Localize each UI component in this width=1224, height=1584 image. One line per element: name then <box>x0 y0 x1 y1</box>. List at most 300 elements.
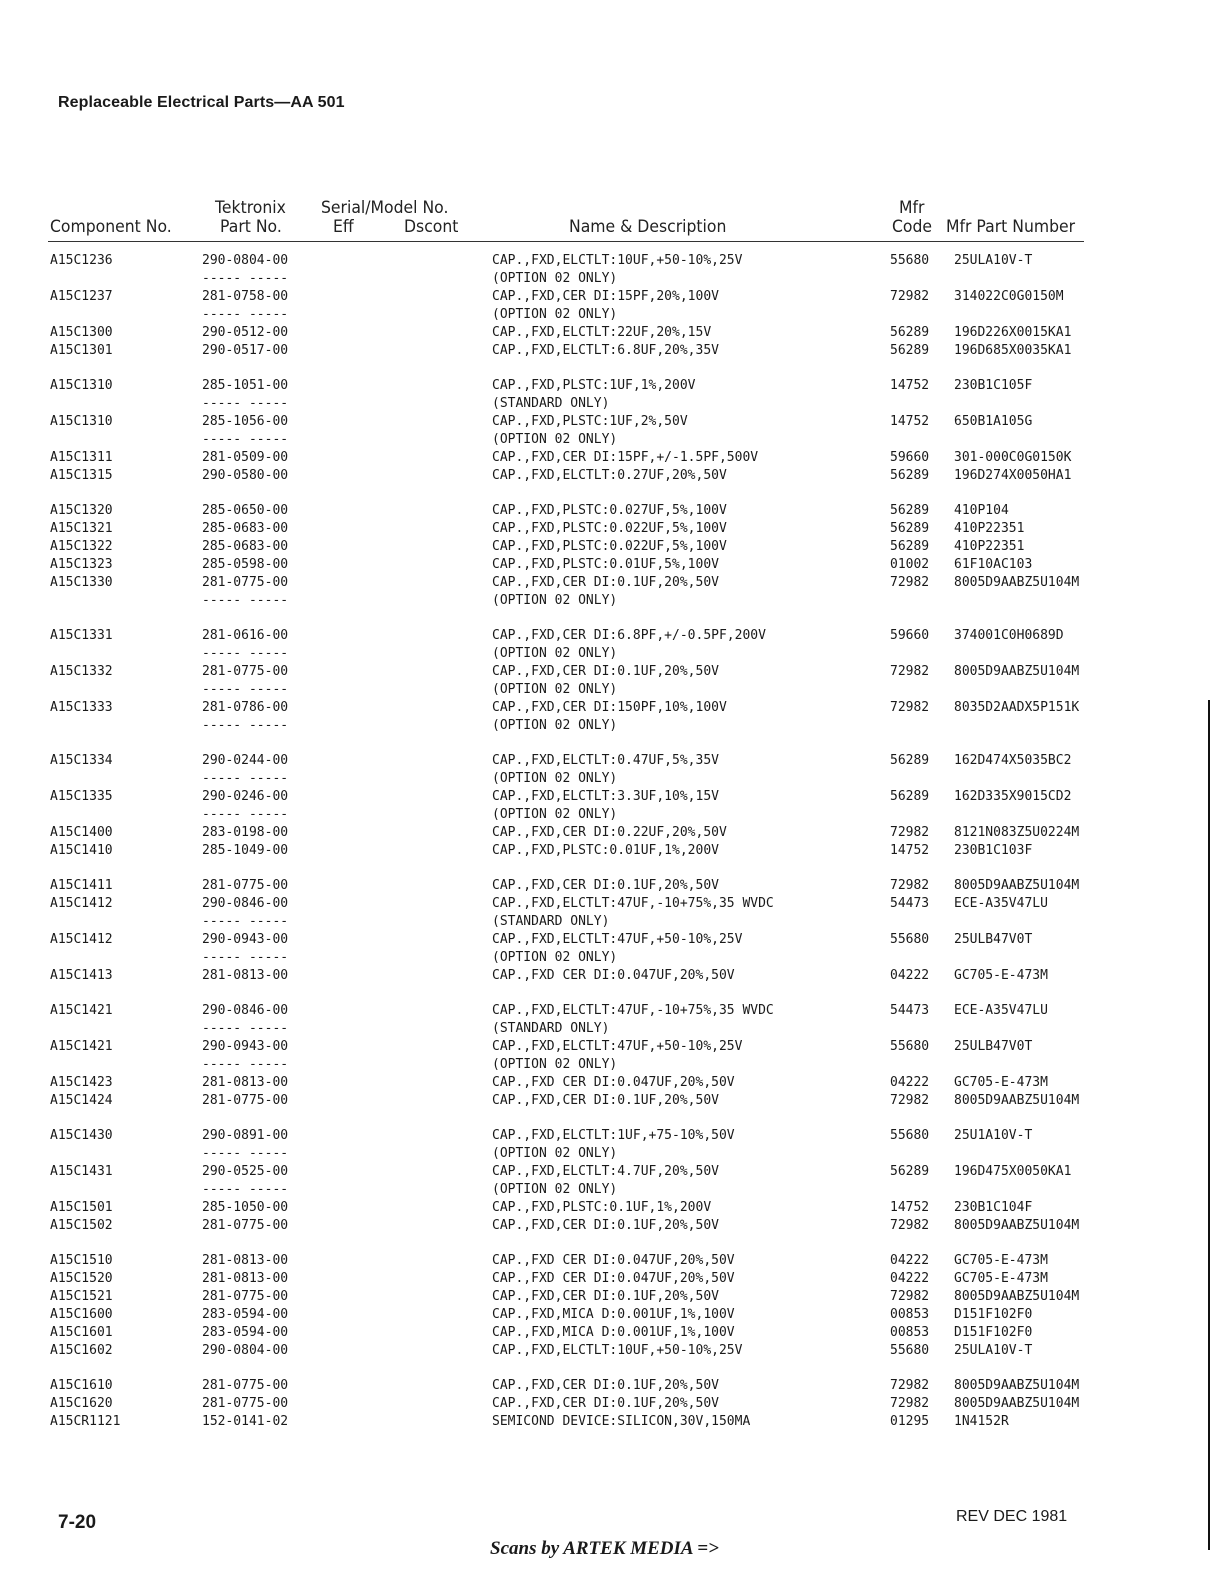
component-no-cell: A15C1332 <box>50 664 113 679</box>
table-row <box>0 627 1224 645</box>
part-no-cell: 281-0813-00 <box>202 1271 289 1286</box>
description-cell: CAP.,FXD,ELCTLT:3.3UF,10%,15V <box>492 789 719 804</box>
mfr-code-cell: 72982 <box>890 575 930 590</box>
description-cell: CAP.,FXD,ELCTLT:4.7UF,20%,50V <box>492 1164 719 1179</box>
part-no-cell: 281-0775-00 <box>202 664 289 679</box>
component-no-cell: A15C1510 <box>50 1253 113 1268</box>
table-row <box>0 824 1224 842</box>
table-row <box>0 520 1224 538</box>
mfr-part-number-cell: 8121N083Z5U0224M <box>954 825 1080 840</box>
description-cell: (STANDARD ONLY) <box>492 1021 610 1036</box>
table-row <box>0 1413 1224 1431</box>
component-no-cell: A15C1412 <box>50 932 113 947</box>
description-cell: (OPTION 02 ONLY) <box>492 271 618 286</box>
table-row <box>0 574 1224 592</box>
mfr-code-cell: 56289 <box>890 539 930 554</box>
mfr-part-number-cell: 162D474X5035BC2 <box>954 753 1072 768</box>
mfr-code-cell: 04222 <box>890 1253 930 1268</box>
part-no-cell: 281-0775-00 <box>202 1093 289 1108</box>
description-cell: (OPTION 02 ONLY) <box>492 718 618 733</box>
mfr-code-cell: 04222 <box>890 1075 930 1090</box>
description-cell: (OPTION 02 ONLY) <box>492 771 618 786</box>
part-no-cell: 281-0775-00 <box>202 878 289 893</box>
part-no-cell: 281-0775-00 <box>202 575 289 590</box>
table-row <box>0 1199 1224 1217</box>
table-row <box>0 306 1224 324</box>
part-no-cell: 290-0804-00 <box>202 1343 289 1358</box>
mfr-code-cell: 00853 <box>890 1307 930 1322</box>
part-no-cell: 281-0775-00 <box>202 1218 289 1233</box>
table-row <box>0 502 1224 520</box>
header-dscont: Dscont <box>404 217 459 237</box>
part-no-cell: 281-0786-00 <box>202 700 289 715</box>
mfr-part-number-cell: ECE-A35V47LU <box>954 1003 1048 1018</box>
mfr-part-number-cell: 650B1A105G <box>954 414 1033 429</box>
table-row <box>0 1038 1224 1056</box>
part-no-cell: 285-1056-00 <box>202 414 289 429</box>
description-cell: (OPTION 02 ONLY) <box>492 682 618 697</box>
header-divider <box>48 241 1084 242</box>
component-no-cell: A15C1423 <box>50 1075 113 1090</box>
part-no-cell: 290-0804-00 <box>202 253 289 268</box>
mfr-part-number-cell: 196D475X0050KA1 <box>954 1164 1072 1179</box>
description-cell: (OPTION 02 ONLY) <box>492 807 618 822</box>
mfr-code-cell: 56289 <box>890 1164 930 1179</box>
part-no-cell: 281-0509-00 <box>202 450 289 465</box>
component-no-cell: A15C1237 <box>50 289 113 304</box>
component-no-cell: A15C1600 <box>50 1307 113 1322</box>
table-row <box>0 788 1224 806</box>
page-title: Replaceable Electrical Parts—AA 501 <box>58 94 345 111</box>
table-row <box>0 877 1224 895</box>
mfr-part-number-cell: GC705-E-473M <box>954 1075 1048 1090</box>
description-cell: CAP.,FXD,MICA D:0.001UF,1%,100V <box>492 1307 735 1322</box>
component-no-cell: A15C1610 <box>50 1378 113 1393</box>
mfr-code-cell: 72982 <box>890 1218 930 1233</box>
description-cell: CAP.,FXD,PLSTC:0.022UF,5%,100V <box>492 521 727 536</box>
mfr-code-cell: 72982 <box>890 878 930 893</box>
header-serial-model: Serial/Model No. <box>321 198 449 218</box>
mfr-code-cell: 59660 <box>890 450 930 465</box>
mfr-code-cell: 54473 <box>890 1003 930 1018</box>
mfr-part-number-cell: 25ULA10V-T <box>954 253 1033 268</box>
description-cell: CAP.,FXD,PLSTC:0.027UF,5%,100V <box>492 503 727 518</box>
table-row <box>0 967 1224 985</box>
mfr-part-number-cell: 314022C0G0150M <box>954 289 1064 304</box>
mfr-part-number-cell: 162D335X9015CD2 <box>954 789 1072 804</box>
description-cell: (STANDARD ONLY) <box>492 914 610 929</box>
component-no-cell: A15C1300 <box>50 325 113 340</box>
mfr-part-number-cell: D151F102F0 <box>954 1325 1033 1340</box>
header-mfr-part-number: Mfr Part Number <box>946 217 1076 237</box>
part-no-cell: 290-0517-00 <box>202 343 289 358</box>
table-row <box>0 770 1224 788</box>
part-no-cell: ----- ----- <box>202 432 289 447</box>
table-row <box>0 681 1224 699</box>
mfr-part-number-cell: ECE-A35V47LU <box>954 896 1048 911</box>
mfr-code-cell: 72982 <box>890 1289 930 1304</box>
description-cell: CAP.,FXD,ELCTLT:10UF,+50-10%,25V <box>492 1343 743 1358</box>
mfr-code-cell: 56289 <box>890 521 930 536</box>
component-no-cell: A15CR1121 <box>50 1414 121 1429</box>
part-no-cell: 281-0813-00 <box>202 968 289 983</box>
description-cell: CAP.,FXD,CER DI:0.1UF,20%,50V <box>492 664 719 679</box>
mfr-part-number-cell: 410P104 <box>954 503 1009 518</box>
mfr-code-cell: 55680 <box>890 932 930 947</box>
mfr-code-cell: 55680 <box>890 1128 930 1143</box>
description-cell: (STANDARD ONLY) <box>492 396 610 411</box>
mfr-part-number-cell: 410P22351 <box>954 539 1025 554</box>
table-row <box>0 645 1224 663</box>
description-cell: CAP.,FXD,CER DI:0.1UF,20%,50V <box>492 1289 719 1304</box>
table-row <box>0 1092 1224 1110</box>
description-cell: CAP.,FXD,ELCTLT:47UF,+50-10%,25V <box>492 932 743 947</box>
table-row <box>0 1342 1224 1360</box>
mfr-part-number-cell: 410P22351 <box>954 521 1025 536</box>
component-no-cell: A15C1333 <box>50 700 113 715</box>
part-no-cell: ----- ----- <box>202 807 289 822</box>
description-cell: CAP.,FXD CER DI:0.047UF,20%,50V <box>492 1075 735 1090</box>
mfr-part-number-cell: 8005D9AABZ5U104M <box>954 1218 1080 1233</box>
mfr-code-cell: 56289 <box>890 789 930 804</box>
table-row <box>0 1395 1224 1413</box>
table-row <box>0 1217 1224 1235</box>
component-no-cell: A15C1601 <box>50 1325 113 1340</box>
description-cell: CAP.,FXD,CER DI:150PF,10%,100V <box>492 700 727 715</box>
table-row <box>0 1145 1224 1163</box>
mfr-part-number-cell: GC705-E-473M <box>954 1253 1048 1268</box>
description-cell: CAP.,FXD,CER DI:0.1UF,20%,50V <box>492 1093 719 1108</box>
table-row <box>0 913 1224 931</box>
description-cell: (OPTION 02 ONLY) <box>492 432 618 447</box>
table-row <box>0 556 1224 574</box>
mfr-part-number-cell: 8005D9AABZ5U104M <box>954 575 1080 590</box>
mfr-code-cell: 56289 <box>890 325 930 340</box>
component-no-cell: A15C1301 <box>50 343 113 358</box>
part-no-cell: 285-1051-00 <box>202 378 289 393</box>
table-row <box>0 413 1224 431</box>
mfr-part-number-cell: 8005D9AABZ5U104M <box>954 1289 1080 1304</box>
component-no-cell: A15C1521 <box>50 1289 113 1304</box>
part-no-cell: 290-0846-00 <box>202 1003 289 1018</box>
mfr-code-cell: 14752 <box>890 414 930 429</box>
table-row <box>0 288 1224 306</box>
mfr-part-number-cell: 8005D9AABZ5U104M <box>954 1093 1080 1108</box>
table-row <box>0 1306 1224 1324</box>
component-no-cell: A15C1311 <box>50 450 113 465</box>
part-no-cell: ----- ----- <box>202 914 289 929</box>
component-no-cell: A15C1412 <box>50 896 113 911</box>
description-cell: CAP.,FXD,ELCTLT:47UF,-10+75%,35 WVDC <box>492 1003 774 1018</box>
description-cell: CAP.,FXD,ELCTLT:0.27UF,20%,50V <box>492 468 727 483</box>
description-cell: CAP.,FXD CER DI:0.047UF,20%,50V <box>492 1271 735 1286</box>
table-row <box>0 949 1224 967</box>
mfr-part-number-cell: 230B1C104F <box>954 1200 1033 1215</box>
mfr-part-number-cell: 8005D9AABZ5U104M <box>954 1378 1080 1393</box>
part-no-cell: ----- ----- <box>202 950 289 965</box>
part-no-cell: 285-1050-00 <box>202 1200 289 1215</box>
part-no-cell: 283-0198-00 <box>202 825 289 840</box>
mfr-part-number-cell: D151F102F0 <box>954 1307 1033 1322</box>
description-cell: (OPTION 02 ONLY) <box>492 950 618 965</box>
part-no-cell: 283-0594-00 <box>202 1307 289 1322</box>
part-no-cell: 290-0244-00 <box>202 753 289 768</box>
part-no-cell: 281-0813-00 <box>202 1253 289 1268</box>
component-no-cell: A15C1320 <box>50 503 113 518</box>
part-no-cell: 283-0594-00 <box>202 1325 289 1340</box>
table-row <box>0 1020 1224 1038</box>
component-no-cell: A15C1335 <box>50 789 113 804</box>
description-cell: CAP.,FXD,PLSTC:0.01UF,5%,100V <box>492 557 719 572</box>
description-cell: (OPTION 02 ONLY) <box>492 1182 618 1197</box>
component-no-cell: A15C1331 <box>50 628 113 643</box>
table-row <box>0 342 1224 360</box>
component-no-cell: A15C1322 <box>50 539 113 554</box>
component-no-cell: A15C1323 <box>50 557 113 572</box>
mfr-code-cell: 72982 <box>890 1396 930 1411</box>
part-no-cell: 290-0580-00 <box>202 468 289 483</box>
description-cell: CAP.,FXD,CER DI:0.1UF,20%,50V <box>492 878 719 893</box>
description-cell: CAP.,FXD CER DI:0.047UF,20%,50V <box>492 968 735 983</box>
table-row <box>0 1288 1224 1306</box>
mfr-part-number-cell: GC705-E-473M <box>954 968 1048 983</box>
table-row <box>0 252 1224 270</box>
header-component-no: Component No. <box>50 217 172 237</box>
description-cell: CAP.,FXD,CER DI:0.1UF,20%,50V <box>492 1378 719 1393</box>
mfr-code-cell: 04222 <box>890 968 930 983</box>
table-row <box>0 717 1224 735</box>
description-cell: CAP.,FXD CER DI:0.047UF,20%,50V <box>492 1253 735 1268</box>
description-cell: CAP.,FXD,ELCTLT:47UF,+50-10%,25V <box>492 1039 743 1054</box>
header-part-no: Part No. <box>220 217 282 237</box>
description-cell: CAP.,FXD,ELCTLT:22UF,20%,15V <box>492 325 712 340</box>
part-no-cell: 285-1049-00 <box>202 843 289 858</box>
component-no-cell: A15C1421 <box>50 1003 113 1018</box>
component-no-cell: A15C1334 <box>50 753 113 768</box>
description-cell: (OPTION 02 ONLY) <box>492 1057 618 1072</box>
description-cell: CAP.,FXD,PLSTC:1UF,2%,50V <box>492 414 688 429</box>
description-cell: CAP.,FXD,CER DI:0.1UF,20%,50V <box>492 1396 719 1411</box>
mfr-part-number-cell: 61F10AC103 <box>954 557 1033 572</box>
component-no-cell: A15C1310 <box>50 378 113 393</box>
component-no-cell: A15C1321 <box>50 521 113 536</box>
description-cell: CAP.,FXD,ELCTLT:0.47UF,5%,35V <box>492 753 719 768</box>
part-no-cell: 281-0813-00 <box>202 1075 289 1090</box>
mfr-part-number-cell: 196D274X0050HA1 <box>954 468 1072 483</box>
description-cell: CAP.,FXD,ELCTLT:47UF,-10+75%,35 WVDC <box>492 896 774 911</box>
mfr-code-cell: 72982 <box>890 700 930 715</box>
mfr-code-cell: 56289 <box>890 503 930 518</box>
mfr-code-cell: 56289 <box>890 468 930 483</box>
mfr-code-cell: 56289 <box>890 753 930 768</box>
mfr-part-number-cell: 196D685X0035KA1 <box>954 343 1072 358</box>
mfr-part-number-cell: 25U1A10V-T <box>954 1128 1033 1143</box>
mfr-part-number-cell: 196D226X0015KA1 <box>954 325 1072 340</box>
mfr-code-cell: 14752 <box>890 378 930 393</box>
table-row <box>0 699 1224 717</box>
header-eff: Eff <box>333 217 354 237</box>
part-no-cell: 285-0598-00 <box>202 557 289 572</box>
table-row <box>0 1181 1224 1199</box>
mfr-code-cell: 72982 <box>890 289 930 304</box>
part-no-cell: ----- ----- <box>202 646 289 661</box>
component-no-cell: A15C1501 <box>50 1200 113 1215</box>
mfr-code-cell: 55680 <box>890 1039 930 1054</box>
part-no-cell: 281-0775-00 <box>202 1396 289 1411</box>
header-tektronix: Tektronix <box>215 198 286 218</box>
mfr-part-number-cell: 301-000C0G0150K <box>954 450 1072 465</box>
part-no-cell: 290-0891-00 <box>202 1128 289 1143</box>
table-row <box>0 895 1224 913</box>
table-row <box>0 1056 1224 1074</box>
table-row <box>0 449 1224 467</box>
mfr-part-number-cell: 230B1C105F <box>954 378 1033 393</box>
description-cell: CAP.,FXD,PLSTC:0.1UF,1%,200V <box>492 1200 712 1215</box>
description-cell: CAP.,FXD,PLSTC:0.022UF,5%,100V <box>492 539 727 554</box>
mfr-code-cell: 72982 <box>890 664 930 679</box>
description-cell: CAP.,FXD,PLSTC:0.01UF,1%,200V <box>492 843 719 858</box>
part-no-cell: ----- ----- <box>202 1146 289 1161</box>
mfr-code-cell: 01295 <box>890 1414 930 1429</box>
table-row <box>0 431 1224 449</box>
component-no-cell: A15C1520 <box>50 1271 113 1286</box>
mfr-code-cell: 72982 <box>890 825 930 840</box>
mfr-part-number-cell: 8035D2AADX5P151K <box>954 700 1080 715</box>
table-row <box>0 467 1224 485</box>
description-cell: CAP.,FXD,CER DI:0.1UF,20%,50V <box>492 1218 719 1233</box>
description-cell: CAP.,FXD,CER DI:6.8PF,+/-0.5PF,200V <box>492 628 766 643</box>
description-cell: CAP.,FXD,MICA D:0.001UF,1%,100V <box>492 1325 735 1340</box>
component-no-cell: A15C1430 <box>50 1128 113 1143</box>
table-row <box>0 395 1224 413</box>
table-row <box>0 663 1224 681</box>
description-cell: CAP.,FXD,CER DI:0.1UF,20%,50V <box>492 575 719 590</box>
part-no-cell: ----- ----- <box>202 396 289 411</box>
description-cell: CAP.,FXD,CER DI:15PF,+/-1.5PF,500V <box>492 450 759 465</box>
mfr-part-number-cell: 1N4152R <box>954 1414 1009 1429</box>
description-cell: CAP.,FXD,CER DI:0.22UF,20%,50V <box>492 825 727 840</box>
part-no-cell: 152-0141-02 <box>202 1414 289 1429</box>
component-no-cell: A15C1400 <box>50 825 113 840</box>
part-no-cell: ----- ----- <box>202 1021 289 1036</box>
mfr-code-cell: 54473 <box>890 896 930 911</box>
part-no-cell: 285-0683-00 <box>202 539 289 554</box>
part-no-cell: 285-0683-00 <box>202 521 289 536</box>
header-name-description: Name & Description <box>569 217 727 237</box>
description-cell: CAP.,FXD,PLSTC:1UF,1%,200V <box>492 378 696 393</box>
description-cell: CAP.,FXD,ELCTLT:10UF,+50-10%,25V <box>492 253 743 268</box>
description-cell: CAP.,FXD,ELCTLT:1UF,+75-10%,50V <box>492 1128 735 1143</box>
component-no-cell: A15C1431 <box>50 1164 113 1179</box>
parts-table <box>0 252 1224 1431</box>
part-no-cell: ----- ----- <box>202 1057 289 1072</box>
table-row <box>0 1270 1224 1288</box>
mfr-code-cell: 14752 <box>890 1200 930 1215</box>
table-row <box>0 270 1224 288</box>
mfr-code-cell: 59660 <box>890 628 930 643</box>
table-row <box>0 1002 1224 1020</box>
component-no-cell: A15C1620 <box>50 1396 113 1411</box>
table-row <box>0 1163 1224 1181</box>
mfr-code-cell: 00853 <box>890 1325 930 1340</box>
description-cell: (OPTION 02 ONLY) <box>492 307 618 322</box>
scan-edge-mark <box>1208 700 1210 1550</box>
table-row <box>0 324 1224 342</box>
part-no-cell: 290-0846-00 <box>202 896 289 911</box>
part-no-cell: 290-0943-00 <box>202 932 289 947</box>
mfr-part-number-cell: 8005D9AABZ5U104M <box>954 664 1080 679</box>
mfr-part-number-cell: 8005D9AABZ5U104M <box>954 878 1080 893</box>
part-no-cell: ----- ----- <box>202 771 289 786</box>
part-no-cell: ----- ----- <box>202 307 289 322</box>
part-no-cell: 281-0775-00 <box>202 1378 289 1393</box>
component-no-cell: A15C1410 <box>50 843 113 858</box>
table-row <box>0 752 1224 770</box>
mfr-code-cell: 01002 <box>890 557 930 572</box>
component-no-cell: A15C1310 <box>50 414 113 429</box>
table-row <box>0 377 1224 395</box>
table-row <box>0 1127 1224 1145</box>
mfr-part-number-cell: 25ULA10V-T <box>954 1343 1033 1358</box>
mfr-code-cell: 72982 <box>890 1093 930 1108</box>
table-row <box>0 1252 1224 1270</box>
header-code: Code <box>892 217 933 237</box>
mfr-part-number-cell: 8005D9AABZ5U104M <box>954 1396 1080 1411</box>
table-row <box>0 1377 1224 1395</box>
part-no-cell: 281-0758-00 <box>202 289 289 304</box>
table-row <box>0 806 1224 824</box>
table-row <box>0 538 1224 556</box>
mfr-part-number-cell: GC705-E-473M <box>954 1271 1048 1286</box>
description-cell: SEMICOND DEVICE:SILICON,30V,150MA <box>492 1414 751 1429</box>
header-mfr: Mfr <box>899 198 925 218</box>
part-no-cell: ----- ----- <box>202 682 289 697</box>
component-no-cell: A15C1602 <box>50 1343 113 1358</box>
table-row <box>0 1324 1224 1342</box>
table-row <box>0 931 1224 949</box>
description-cell: (OPTION 02 ONLY) <box>492 646 618 661</box>
mfr-code-cell: 04222 <box>890 1271 930 1286</box>
component-no-cell: A15C1236 <box>50 253 113 268</box>
part-no-cell: 290-0943-00 <box>202 1039 289 1054</box>
part-no-cell: ----- ----- <box>202 271 289 286</box>
table-row <box>0 592 1224 610</box>
part-no-cell: ----- ----- <box>202 593 289 608</box>
page-number: 7-20 <box>58 1512 97 1533</box>
component-no-cell: A15C1502 <box>50 1218 113 1233</box>
component-no-cell: A15C1411 <box>50 878 113 893</box>
part-no-cell: 290-0525-00 <box>202 1164 289 1179</box>
table-row <box>0 842 1224 860</box>
part-no-cell: 285-0650-00 <box>202 503 289 518</box>
component-no-cell: A15C1315 <box>50 468 113 483</box>
mfr-part-number-cell: 25ULB47V0T <box>954 932 1033 947</box>
component-no-cell: A15C1424 <box>50 1093 113 1108</box>
mfr-code-cell: 55680 <box>890 1343 930 1358</box>
mfr-code-cell: 14752 <box>890 843 930 858</box>
part-no-cell: ----- ----- <box>202 1182 289 1197</box>
description-cell: (OPTION 02 ONLY) <box>492 593 618 608</box>
mfr-part-number-cell: 374001C0H0689D <box>954 628 1064 643</box>
mfr-code-cell: 56289 <box>890 343 930 358</box>
description-cell: CAP.,FXD,CER DI:15PF,20%,100V <box>492 289 719 304</box>
mfr-code-cell: 55680 <box>890 253 930 268</box>
component-no-cell: A15C1330 <box>50 575 113 590</box>
part-no-cell: 290-0512-00 <box>202 325 289 340</box>
component-no-cell: A15C1413 <box>50 968 113 983</box>
mfr-part-number-cell: 25ULB47V0T <box>954 1039 1033 1054</box>
part-no-cell: 281-0775-00 <box>202 1289 289 1304</box>
